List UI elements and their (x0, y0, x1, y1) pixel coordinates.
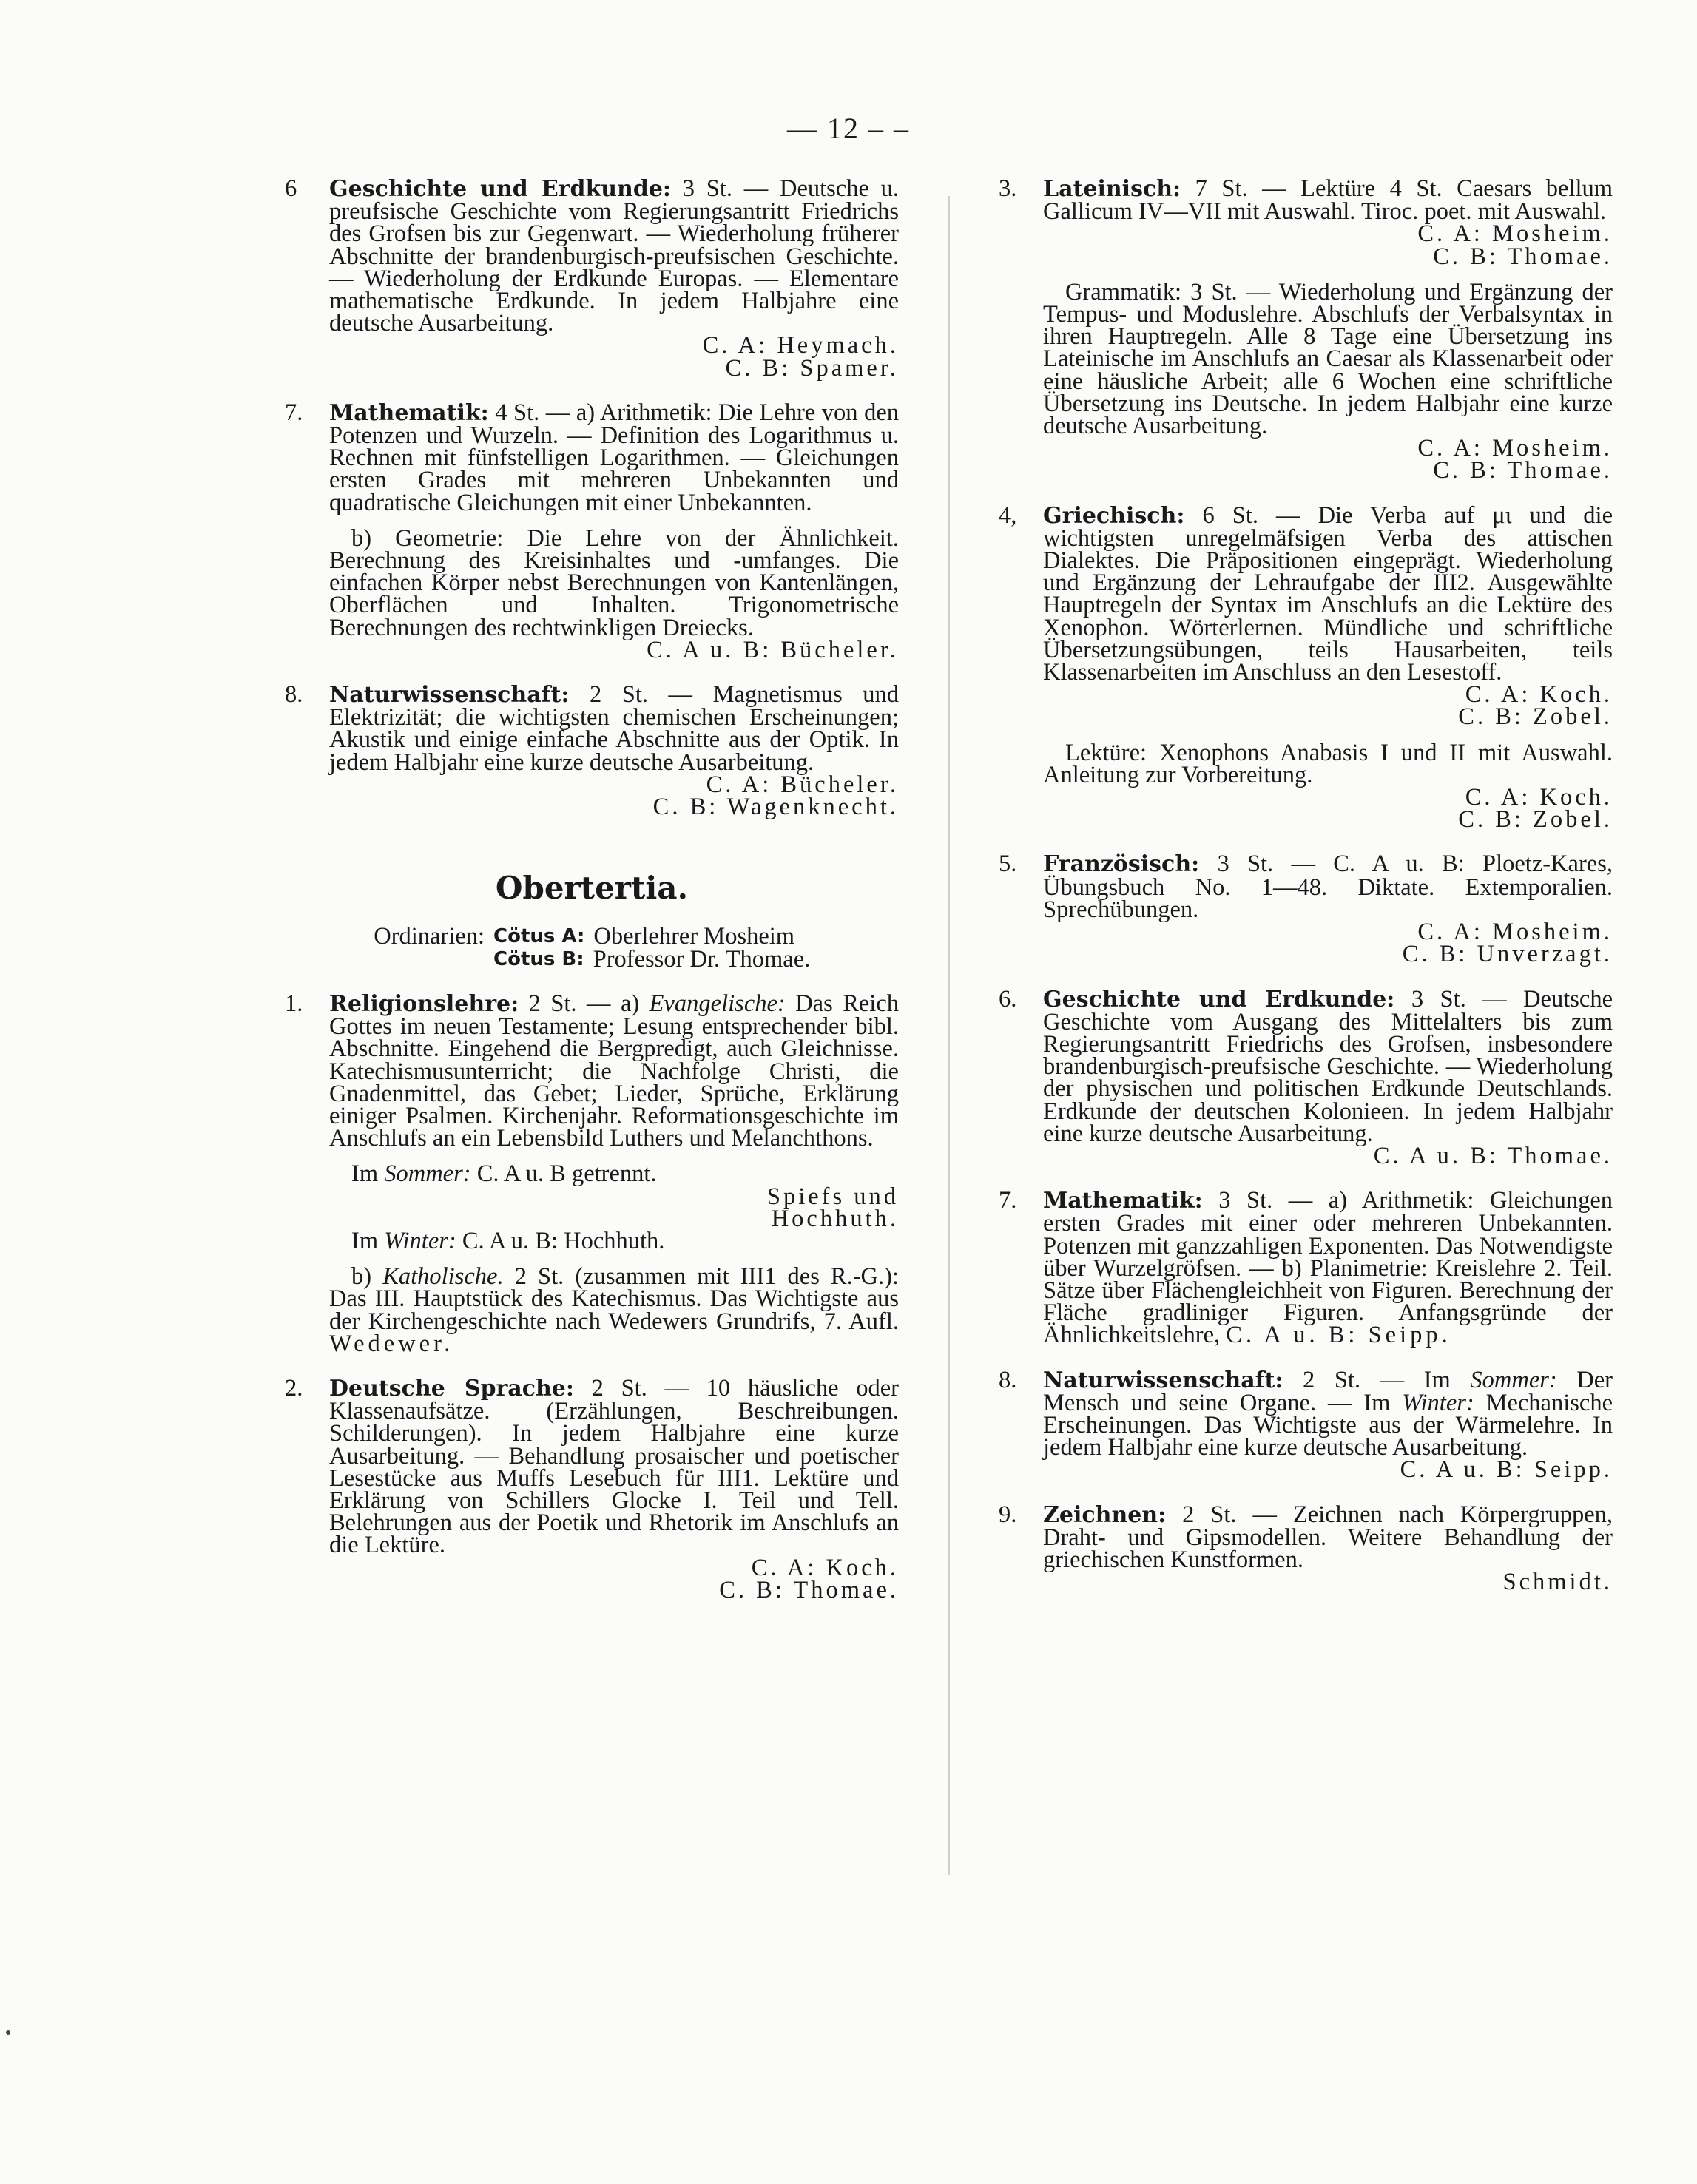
item-text-italic: Katholische. (382, 1263, 504, 1291)
item-text: Der Mensch und seine Organe. — Im (1043, 1366, 1613, 1416)
left-item-deutsch (285, 1374, 899, 1603)
right-item-griechisch (999, 501, 1613, 834)
item-text: Im (351, 1227, 379, 1254)
teacher-signature: C. B: Unverzagt. (1402, 941, 1613, 968)
teacher-signature: C. A: Koch. (1465, 784, 1613, 811)
left-column (285, 175, 900, 1623)
right-item-geschichte (999, 985, 1613, 1169)
page-number: — 12 – – (787, 112, 910, 145)
item-text: 3 St. — Deutsche Geschichte vom Ausgang des Mittelalters bis zum Regierungsantritt Friedrichs des Grofsen, insbesondere brandenburgisch-preufsische Geschichte. — Wiederholung der physischen und politischen Erdkunde Deutschlands. Erdkunde der deutschen Kolonieen. In jedem Halbjahr eine kurze deutsche Ausarbeitung. (1043, 985, 1613, 1147)
teacher-signature: C. A u. B: Seipp. (1400, 1456, 1613, 1484)
item-heading: Lateinisch: (1043, 176, 1181, 202)
teacher-signature: C. A u. B: Bücheler. (647, 636, 899, 663)
item-number: 1. (285, 990, 303, 1017)
teacher-signature: C. B: Thomae. (1433, 457, 1613, 484)
item-number: 3. (999, 175, 1017, 202)
item-number: 8. (999, 1366, 1017, 1393)
teacher-signature: Schmidt. (1502, 1569, 1613, 1596)
teacher-signature: C. B: Zobel. (1458, 806, 1613, 834)
item-text: 2 St. — 10 häusliche oder Klassenaufsätze. (Erzählungen, Beschreibungen. Schilderungen). In jedem Halbjahre eine kurze Ausarbeitung. — Behandlung prosaischer und poetischer Lesestücke aus Muffs Lesebuch für III1. Lektüre und Erklärung von Schillers Glocke I. Teil und Tell. Belehrungen aus der Poetik und Rhetorik im Anschlufs an die Lektüre. (329, 1374, 899, 1559)
item-number: 2. (285, 1374, 303, 1402)
right-item-zeichnen (999, 1501, 1613, 1596)
item-text: 2 St. — a) (528, 990, 640, 1017)
item-heading: Mathematik: (329, 399, 489, 426)
item-heading: Geschichte und Erdkunde: (329, 176, 672, 202)
item-text: b) (351, 1263, 372, 1291)
teacher-signature: C. B: Spamer. (725, 354, 899, 382)
left-item-religion (285, 990, 900, 1357)
right-column (999, 175, 1613, 1615)
item-heading: Naturwissenschaft: (1043, 1367, 1283, 1393)
teacher-signature: C. A: Mosheim. (1417, 435, 1613, 462)
item-text: 2 St. — Im (1303, 1366, 1451, 1393)
item-text: Mechanische Erscheinungen. Das Wichtigste aus der Wärmelehre. In jedem Halbjahr eine kurze deutsche Ausarbeitung. (1043, 1389, 1613, 1461)
item-number: 9. (999, 1501, 1017, 1528)
coetus-a-label: Cötus A: (493, 925, 585, 948)
item-number: 6. (999, 985, 1017, 1012)
item-number: 5. (999, 851, 1017, 878)
item-number: 7. (999, 1187, 1017, 1214)
religion-katholisch (329, 1265, 899, 1355)
column-divider (948, 196, 950, 1875)
item-text-italic: Winter: (384, 1227, 456, 1254)
ordinarien (285, 923, 899, 973)
item-number: 4, (999, 501, 1017, 529)
item-text: 3 St. — C. A u. B: Ploetz-Kares, Übungsbuch No. 1—48. Diktate. Extemporalien. Sprechübungen. (1043, 851, 1613, 923)
right-item-franzoesisch (999, 851, 1613, 968)
item-subtext: b) Geometrie: Die Lehre von der Ähnlichkeit. Berechnung des Kreisinhaltes und -umfanges. Die einfachen Körper nebst Berechnungen von Kantenlängen, Oberflächen und Inhalten. Trigonometrische Berechnungen des rechtwinkligen Dreiecks. (329, 524, 899, 641)
item-text-italic: Sommer: (1470, 1366, 1557, 1393)
item-text: 2 St. — Zeichnen nach Körpergruppen, Draht- und Gipsmodellen. Weitere Behandlung der griechischen Kunstformen. (1043, 1501, 1613, 1573)
item-heading: Französisch: (1043, 851, 1200, 878)
teacher-signature: C. B: Thomae. (1433, 243, 1613, 270)
teacher-signature: C. B: Thomae. (719, 1576, 899, 1603)
teacher-signature: C. A: Mosheim. (1417, 919, 1613, 946)
teacher-signature: C. A: Bücheler. (706, 771, 899, 798)
left-item-geschichte (285, 175, 900, 382)
item-heading: Mathematik: (1043, 1188, 1203, 1214)
item-text: Im (351, 1160, 379, 1188)
item-heading: Griechisch: (1043, 502, 1185, 529)
item-heading: Zeichnen: (1043, 1501, 1167, 1528)
item-number: 8. (285, 681, 303, 709)
item-heading: Geschichte und Erdkunde: (1043, 986, 1395, 1012)
item-text: 3 St. — a) Arithmetik: Gleichungen ersten Grades mit einer oder mehreren Unbekannten. Potenzen mit ganzzahligen Exponenten. Das Notwendigste über Wurzelgröfsen. — b) Planimetrie: Kreislehre 2. Teil. Sätze über Flächengleichheit von Figuren. Berechnung der Fläche gradliniger Figuren. Anfangsgründe der Ähnlichkeitslehre, (1043, 1187, 1613, 1349)
teacher-signature: C. A: Koch. (1465, 681, 1613, 709)
item-heading: Deutsche Sprache: (329, 1375, 574, 1402)
teacher-signature: C. A: Mosheim. (1417, 220, 1613, 248)
right-item-latein (999, 175, 1613, 484)
coetus-b-teacher: Professor Dr. Thomae. (593, 945, 811, 973)
item-text: C. A u. B: Hochhuth. (462, 1227, 665, 1254)
teacher-signature: C. A: Heymach. (702, 332, 899, 359)
religion-sommer (329, 1160, 899, 1188)
item-text-italic: Evangelische: (649, 990, 786, 1017)
item-text: 2 St. — Magnetismus und Elektrizität; die wichtigsten chemischen Erscheinungen; Akustik und einige einfache Abschnitte aus der Optik. In jedem Halbjahr eine kurze deutsche Ausarbeitung. (329, 681, 899, 776)
item-number: 7. (285, 399, 303, 426)
item-text: 4 St. — a) Arithmetik: Die Lehre von den Potenzen und Wurzeln. — Definition des Logarithmus u. Rechnen mit fünfstelligen Logarithmen. — Gleichungen ersten Grades mit mehreren Unbekannten und quadratische Gleichungen mit einer Unbekannten. (329, 399, 899, 516)
teacher-signature: C. B: Wagenknecht. (652, 794, 899, 821)
item-text: 3 St. — Deutsche u. preufsische Geschichte vom Regierungsantritt Friedrichs des Grofsen bis zur Gegenwart. — Wiederholung früherer Abschnitte der brandenburgisch-preufsischen Geschichte. — Wiederholung der Erdkunde Europas. — Elementare mathematische Erdkunde. In jedem Halbjahre eine deutsche Ausarbeitung. (329, 175, 900, 337)
ink-speck (6, 2030, 10, 2035)
teacher-signature: Hochhuth. (771, 1205, 899, 1232)
left-item-mathematik (285, 399, 899, 663)
item-heading: Naturwissenschaft: (329, 682, 570, 709)
item-subtext: Lektüre: Xenophons Anabasis I und II mit Auswahl. Anleitung zur Vorbereitung. (1043, 739, 1613, 788)
right-item-naturwissenschaft (999, 1366, 1613, 1484)
item-number: 6 (285, 175, 297, 202)
item-text: 2 St. (zusammen mit III1 des R.-G.): Das III. Hauptstück des Katechismus. Das Wichtigste aus der Kirchengeschichte nach Wedewers Grundrifs, 7. Aufl. (329, 1263, 900, 1335)
item-text-italic: Sommer: (384, 1160, 471, 1188)
item-text-italic: Winter: (1402, 1389, 1474, 1416)
teacher-signature: Spiefs und (766, 1183, 899, 1210)
religion-winter (329, 1227, 899, 1254)
item-text: Das Reich Gottes im neuen Testamente; Lesung entsprechender bibl. Abschnitte. Eingehend die Bergpredigt, auch Gleichnisse. Katechismusunterricht; die Nachfolge Christi, die Gnadenmittel, das Gebet; Lieder, Sprüche, Erklärung einiger Psalmen. Kirchenjahr. Reformationsgeschichte im Anschlufs an ein Lebensbild Luthers und Melanchthons. (329, 990, 900, 1152)
item-heading: Religionslehre: (329, 990, 519, 1017)
item-text: 7 St. — Lektüre 4 St. Caesars bellum Gallicum IV—VII mit Auswahl. Tiroc. poet. mit Auswahl. (1043, 175, 1613, 226)
teacher-signature: C. A: Koch. (751, 1554, 899, 1581)
coetus-b-label: Cötus B: (493, 947, 584, 970)
section-title: Obertertia. (495, 870, 689, 907)
right-item-mathematik (999, 1187, 1613, 1349)
teacher-signature: C. A u. B: Seipp. (1226, 1322, 1451, 1349)
teacher-signature: C. A u. B: Thomae. (1373, 1142, 1613, 1169)
left-item-naturwissenschaft (285, 681, 899, 821)
teacher-signature: C. B: Zobel. (1458, 703, 1613, 731)
item-text: 6 St. — Die Verba auf μι und die wichtigsten unregelmäfsigen Verba des attischen Dialektes. Die Präpositionen eingeprägt. Wiederholung und Ergänzung der Lehraufgabe der III2. Ausgewählte Hauptregeln der Syntax im Anschlufs an die Lektüre des Xenophon. Wörterlernen. Mündliche und schriftliche Übersetzungsübungen, teils Hausarbeiten, teils Klassenarbeiten im Anschluss an den Lesestoff. (1043, 501, 1613, 686)
coetus-a-teacher: Oberlehrer Mosheim (593, 923, 795, 950)
item-text: C. A u. B getrennt. (476, 1160, 657, 1188)
ordinarien-label: Ordinarien: (374, 923, 485, 950)
item-subtext: Grammatik: 3 St. — Wiederholung und Ergänzung der Tempus- und Moduslehre. Abschlufs der Verbalsyntax in ihren Hauptregeln. Alle 8 Tage eine Übersetzung ins Lateinische im Anschlufs an Caesar als Klassenarbeit oder eine häusliche Arbeit; alle 6 Wochen eine schriftliche Übersetzung ins Deutsche. In jedem Halbjahr eine kurze deutsche Ausarbeitung. (1043, 278, 1613, 440)
teacher-signature: Wedewer. (329, 1330, 454, 1357)
